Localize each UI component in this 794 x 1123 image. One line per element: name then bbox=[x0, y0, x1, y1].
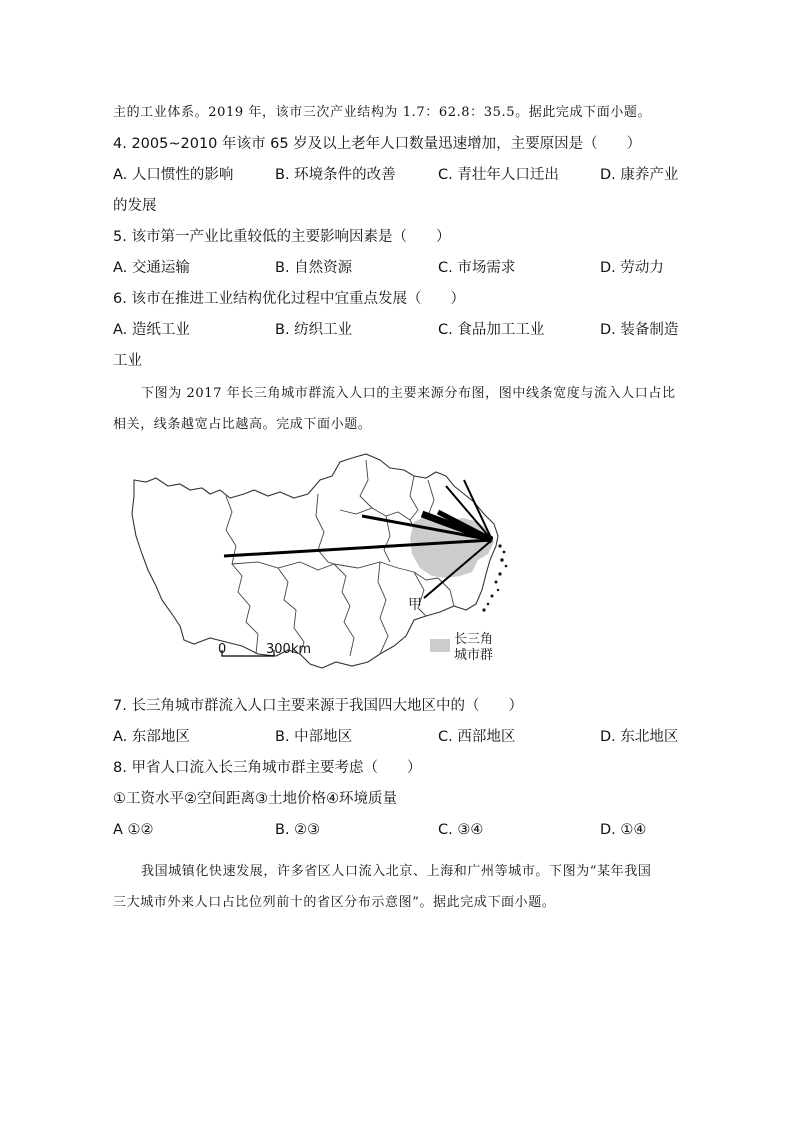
legend-line2: 城市群 bbox=[454, 648, 494, 663]
q6-option-d[interactable]: D. 装备制造 bbox=[600, 322, 679, 338]
q7-option-c[interactable]: C. 西部地区 bbox=[438, 729, 516, 745]
q7-option-b[interactable]: B. 中部地区 bbox=[275, 729, 353, 745]
q8-option-c[interactable]: C. ③④ bbox=[438, 822, 484, 838]
question-5-stem: 5. 该市第一产业比重较低的主要影响因素是（ ） bbox=[113, 229, 451, 245]
q6-option-a[interactable]: A. 造纸工业 bbox=[113, 322, 190, 338]
q8-option-b[interactable]: B. ②③ bbox=[275, 822, 321, 838]
passage2-line1: 下图为 2017 年长三角城市群流入人口的主要来源分布图，图中线条宽度与流入人口占比 bbox=[141, 386, 676, 401]
q4-option-c[interactable]: C. 青壮年人口迁出 bbox=[438, 167, 559, 183]
q4-option-d-continuation: 的发展 bbox=[113, 198, 157, 214]
passage2-line2: 相关，线条越宽占比越高。完成下面小题。 bbox=[113, 417, 372, 432]
question-7-stem: 7. 长三角城市群流入人口主要来源于我国四大地区中的（ ） bbox=[113, 698, 523, 714]
q7-option-d[interactable]: D. 东北地区 bbox=[600, 729, 679, 745]
question-6-stem: 6. 该市在推进工业结构优化过程中宜重点发展（ ） bbox=[113, 291, 465, 307]
q5-option-c[interactable]: C. 市场需求 bbox=[438, 260, 516, 276]
q4-option-b[interactable]: B. 环境条件的改善 bbox=[275, 167, 396, 183]
passage3-line1: 我国城镇化快速发展，许多省区人口流入北京、上海和广州等城市。下图为“某年我国 bbox=[141, 864, 652, 879]
q4-option-d[interactable]: D. 康养产业 bbox=[600, 167, 679, 183]
q8-option-a[interactable]: A ①② bbox=[113, 822, 154, 838]
q7-option-a[interactable]: A. 东部地区 bbox=[113, 729, 190, 745]
legend-swatch bbox=[430, 639, 450, 652]
q6-option-b[interactable]: B. 纺织工业 bbox=[275, 322, 353, 338]
q6-option-d-continuation: 工业 bbox=[113, 353, 142, 369]
q5-option-b[interactable]: B. 自然资源 bbox=[275, 260, 353, 276]
question-8-stem: 8. 甲省人口流入长三角城市群主要考虑（ ） bbox=[113, 760, 422, 776]
q8-option-d[interactable]: D. ①④ bbox=[600, 822, 647, 838]
yangtze-delta-inflow-map bbox=[128, 450, 528, 675]
q5-option-a[interactable]: A. 交通运输 bbox=[113, 260, 190, 276]
question-4-stem: 4. 2005~2010 年该市 65 岁及以上老年人口数量迅速增加，主要原因是（ ） bbox=[113, 136, 642, 152]
scale-zero-label: 0 bbox=[218, 642, 227, 657]
q8-factors: ①工资水平②空间距离③土地价格④环境质量 bbox=[113, 791, 397, 807]
legend-line1: 长三角 bbox=[454, 632, 494, 647]
q6-option-c[interactable]: C. 食品加工工业 bbox=[438, 322, 545, 338]
province-jia-label: 甲 bbox=[408, 597, 422, 613]
passage3-line2: 三大城市外来人口占比位列前十的省区分布示意图”。据此完成下面小题。 bbox=[113, 895, 556, 910]
scale-distance-label: 300km bbox=[266, 642, 312, 657]
intro-tail-text: 主的工业体系。2019 年，该市三次产业结构为 1.7：62.8：35.5。据此完成下面小题。 bbox=[113, 105, 652, 120]
q4-option-a[interactable]: A. 人口惯性的影响 bbox=[113, 167, 234, 183]
q5-option-d[interactable]: D. 劳动力 bbox=[600, 260, 664, 276]
